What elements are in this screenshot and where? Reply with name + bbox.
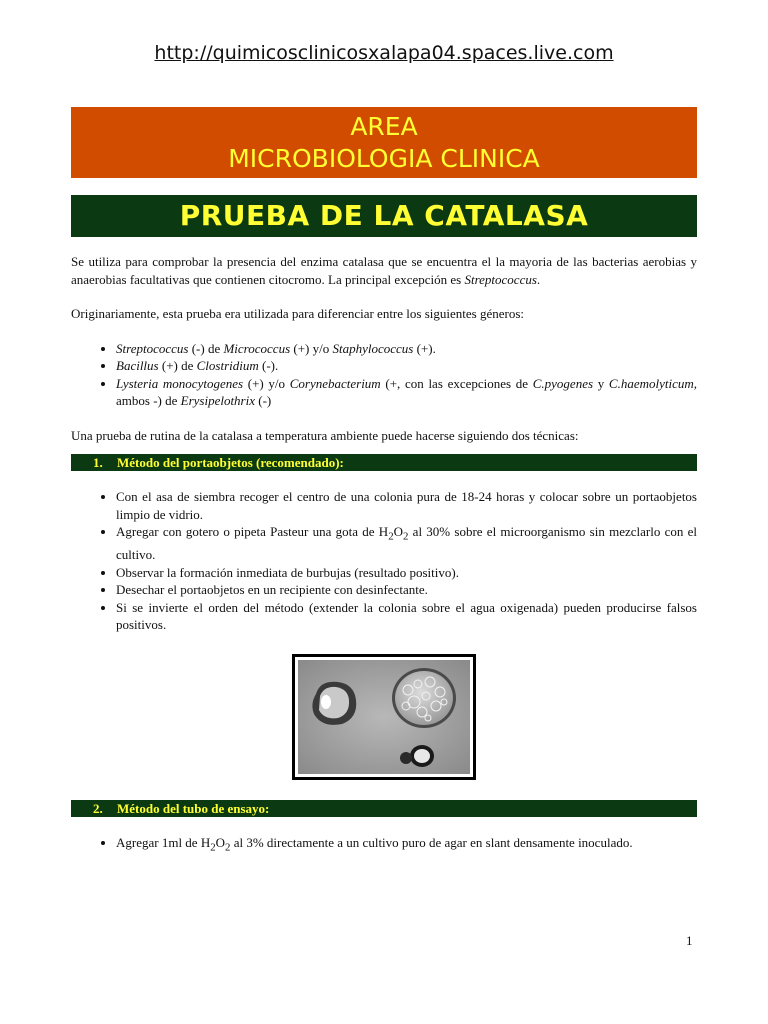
list-item: • Lysteria monocytogenes (+) y/o Corynebacterium (+, con las excepciones de C.pyogenes y C.haemolyticum, ambos -) de Erysipelothrix (-) xyxy=(116,375,697,410)
section-heading-slide: 1. Método del portaobjetos (recomendado): xyxy=(71,454,697,471)
document-body xyxy=(71,253,697,857)
intro-paragraph xyxy=(71,253,697,288)
list-item: • Bacillus (+) de Clostridium (-). xyxy=(116,357,697,375)
list-item: • Con el asa de siembra recoger el centro de una colonia pura de 18-24 horas y colocar sobre un portaobjetos limpio de vidrio. xyxy=(116,488,697,523)
page-number: 1 xyxy=(686,933,693,948)
list-item: • Streptococcus (-) de Micrococcus (+) y/o Staphylococcus (+). xyxy=(116,340,697,358)
area-banner xyxy=(71,107,697,178)
slide-test-image xyxy=(298,660,470,774)
page-title: PRUEBA DE LA CATALASA xyxy=(71,195,697,237)
tube-steps xyxy=(71,834,697,857)
intro-text: Se utiliza para comprobar la presencia del enzima catalasa que se encuentra el la mayoria de las bacterias aerobias y anaerobias facultativas que contienen citocromo. La principal excepción es xyxy=(71,254,697,287)
list-item: • Si se invierte el orden del método (extender la colonia sobre el agua oxigenada) pueden producirse falsos positivos. xyxy=(116,599,697,634)
area-label: AREA xyxy=(350,112,418,141)
genera-intro: Originariamente, esta prueba era utilizada para diferenciar entre los siguientes géneros: xyxy=(71,306,524,321)
source-url[interactable]: http://quimicosclinicosxalapa04.spaces.live.com xyxy=(154,42,614,64)
catalasa-photo xyxy=(292,654,476,780)
techniques-intro: Una prueba de rutina de la catalasa a temperatura ambiente puede hacerse siguiendo dos técnicas: xyxy=(71,427,579,443)
slide-steps xyxy=(71,488,697,634)
genera-list xyxy=(71,340,697,410)
intro-italic: Streptococcus xyxy=(464,271,537,287)
list-item: • Agregar 1ml de $H_2O_2$ al 3% directamente a un cultivo puro de agar en slant densamente inoculado. xyxy=(116,834,697,857)
section-heading-tube: 2. Método del tubo de ensayo: xyxy=(71,800,697,817)
list-item: • Desechar el portaobjetos en un recipiente con desinfectante. xyxy=(116,581,697,599)
intro-end: . xyxy=(536,271,541,287)
list-item: • Observar la formación inmediata de burbujas (resultado positivo). xyxy=(116,564,697,582)
list-item: • Agregar con gotero o pipeta Pasteur una gota de $H_2O_2$ al 30% sobre el microorganismo sin mezclarlo con el cultivo. xyxy=(116,523,697,564)
area-subject: MICROBIOLOGIA CLINICA xyxy=(228,144,540,173)
